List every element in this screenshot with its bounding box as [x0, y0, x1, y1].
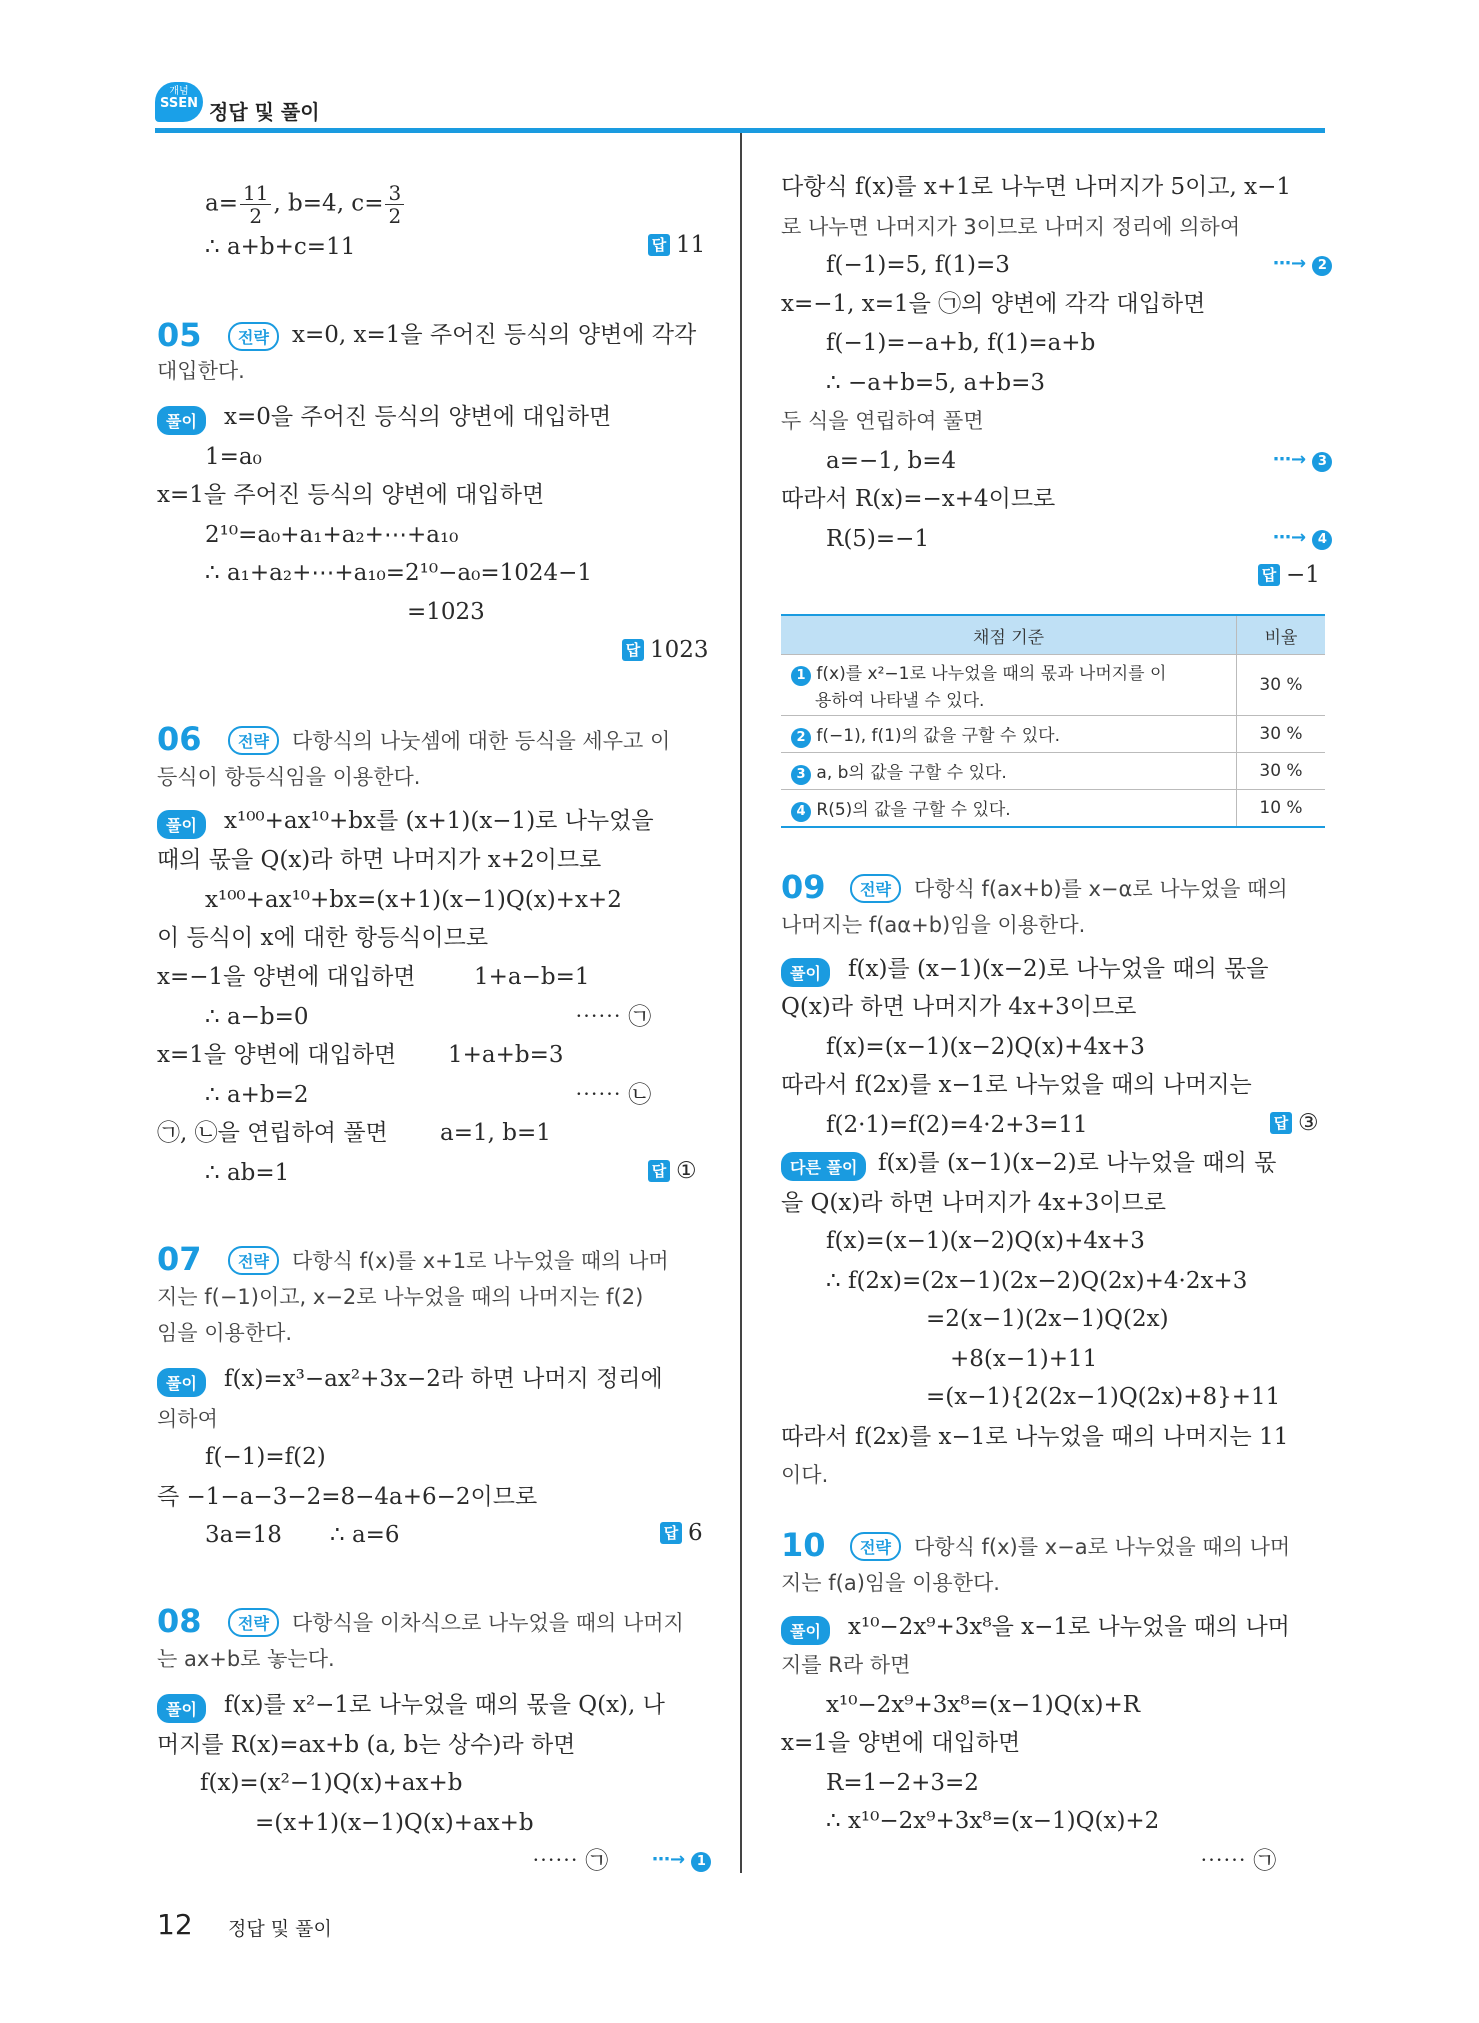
p08c-line-1: 다항식 f(x)를 x+1로 나누면 나머지가 5이고, x−1: [781, 174, 1292, 200]
p10-line-2: 지를 R라 하면: [781, 1653, 911, 1677]
p08c-line-4: x=−1, x=1을 ㉠의 양변에 각각 대입하면: [781, 291, 1206, 317]
p09-alt-line-4: ∴ f(2x)=(2x−1)(2x−2)Q(2x)+4·2x+3: [826, 1268, 1248, 1294]
p05-strategy-1: x=0, x=1을 주어진 등식의 양변에 각각: [292, 322, 697, 348]
p08c-line-2: 로 나누면 나머지가 3이므로 나머지 정리에 의하여: [781, 215, 1241, 239]
answer-09: [1270, 1110, 1319, 1136]
rubric-text: R(5)의 값을 구할 수 있다.: [816, 799, 1011, 820]
rubric-criteria: [781, 790, 1237, 828]
rubric-row: [781, 753, 1325, 790]
step-number: 2: [1312, 256, 1332, 276]
rubric-step-number: 4: [791, 802, 811, 822]
p09-alt-line-9: 이다.: [781, 1463, 829, 1487]
rubric-ratio: 30 %: [1237, 753, 1326, 790]
answer-05: [622, 637, 709, 663]
frac-num: 3: [385, 182, 404, 205]
alt-solution-badge: 다른 풀이: [781, 1152, 866, 1181]
p08-strategy-1: 다항식을 이차식으로 나누었을 때의 나머지: [292, 1611, 684, 1635]
p08-line-1: f(x)를 x²−1로 나누었을 때의 몫을 Q(x), 나: [224, 1692, 665, 1718]
p09-alt-line-7: =(x−1){2(2x−1)Q(2x)+8}+11: [926, 1384, 1281, 1410]
p09-alt-line-2: 을 Q(x)라 하면 나머지가 4x+3이므로: [781, 1190, 1166, 1216]
p05-line-2: 1=a₀: [205, 444, 262, 470]
column-divider: [740, 133, 742, 1873]
p06-line-14: a=1, b=1: [440, 1120, 551, 1146]
p06-line-9: x=1을 양변에 대입하면: [157, 1042, 397, 1068]
p08c-line-8: a=−1, b=4: [826, 448, 957, 474]
answer-tag: 답: [1270, 1112, 1292, 1134]
problem-number-07: 07: [157, 1240, 202, 1278]
p05-line-4: 2¹⁰=a₀+a₁+a₂+⋯+a₁₀: [205, 522, 459, 548]
rubric-text-cont: 용하여 나타낼 수 있다.: [815, 691, 985, 711]
scoring-rubric-table: [781, 614, 1325, 828]
p07-line-2: 의하여: [157, 1407, 218, 1431]
solution-badge: 풀이: [157, 406, 206, 435]
p10-line-6: ∴ x¹⁰−2x⁹+3x⁸=(x−1)Q(x)+2: [826, 1808, 1160, 1834]
p06-line-6: 1+a−b=1: [474, 964, 590, 990]
p09-line-5: f(2·1)=f(2)=4·2+3=11: [826, 1112, 1088, 1138]
p08c-line-6: ∴ −a+b=5, a+b=3: [826, 370, 1046, 396]
p06-line-2: 때의 몫을 Q(x)라 하면 나머지가 x+2이므로: [157, 847, 602, 873]
brand-logo: [155, 82, 203, 122]
p07-strategy-3: 임을 이용한다.: [157, 1321, 293, 1345]
p09-alt-line-8: 따라서 f(2x)를 x−1로 나누었을 때의 나머지는 11: [781, 1424, 1289, 1450]
p08-marker: ⋯⋯ ㉠: [532, 1848, 609, 1874]
footer-title: 정답 및 풀이: [228, 1918, 332, 1940]
p09-alt-line-6: +8(x−1)+11: [950, 1346, 1098, 1372]
step-marker-2: ⋯→ 2: [1273, 253, 1332, 276]
rubric-text: f(−1), f(1)의 값을 구할 수 있다.: [816, 725, 1060, 746]
p07-strategy-2: 지는 f(−1)이고, x−2로 나누었을 때의 나머지는 f(2): [157, 1285, 644, 1309]
p05-line-6: =1023: [407, 599, 485, 625]
p09-line-2: Q(x)라 하면 나머지가 4x+3이므로: [781, 994, 1137, 1020]
fraction-c: [385, 182, 404, 227]
answer-tag: 답: [660, 1522, 682, 1544]
p08-strategy-2: 는 ax+b로 놓는다.: [157, 1647, 335, 1671]
rubric-row: [781, 716, 1325, 753]
answer-07: [660, 1520, 703, 1546]
p06-line-10: 1+a+b=3: [448, 1042, 564, 1068]
p06-line-13: ㉠, ㉡을 연립하여 풀면: [157, 1120, 388, 1146]
strategy-badge: 전략: [850, 874, 901, 903]
p06-line-4: 이 등식이 x에 대한 항등식이므로: [157, 925, 489, 951]
answer-value: 11: [676, 232, 706, 258]
rubric-header-row: [781, 615, 1325, 655]
p08c-line-3: f(−1)=5, f(1)=3: [826, 252, 1010, 278]
rubric-row: [781, 655, 1325, 716]
rubric-ratio: 30 %: [1237, 655, 1326, 716]
logo-main-text: SSEN: [160, 96, 198, 111]
p10-strategy-1: 다항식 f(x)를 x−a로 나누었을 때의 나머: [914, 1535, 1291, 1559]
p05-line-5: ∴ a₁+a₂+⋯+a₁₀=2¹⁰−a₀=1024−1: [205, 560, 593, 586]
rubric-step-number: 3: [791, 765, 811, 785]
p08c-line-10: R(5)=−1: [826, 526, 930, 552]
solution-badge: 풀이: [157, 1368, 206, 1397]
strategy-badge: 전략: [228, 726, 279, 755]
p09-alt-line-1: f(x)를 (x−1)(x−2)로 나누었을 때의 몫: [878, 1150, 1277, 1176]
answer-value: 6: [688, 1520, 703, 1546]
p07-line-5: 3a=18: [205, 1522, 282, 1548]
solution-badge: 풀이: [157, 1694, 206, 1723]
p09-alt-line-3: f(x)=(x−1)(x−2)Q(x)+4x+3: [826, 1228, 1145, 1254]
rubric-criteria: [781, 655, 1237, 716]
page-number: 12: [157, 1908, 193, 1941]
solution-badge: 풀이: [781, 958, 830, 987]
answer-value: ③: [1298, 1110, 1319, 1136]
p08-line-4: =(x+1)(x−1)Q(x)+ax+b: [255, 1810, 534, 1836]
problem-number-06: 06: [157, 720, 202, 758]
rubric-criteria: [781, 716, 1237, 753]
p08-line-3: f(x)=(x²−1)Q(x)+ax+b: [200, 1770, 463, 1796]
p10-marker: ⋯⋯ ㉠: [1200, 1848, 1277, 1874]
answer-tag: 답: [648, 234, 670, 256]
p05-strategy-2: 대입한다.: [157, 359, 245, 383]
p05-line-1: x=0을 주어진 등식의 양변에 대입하면: [224, 404, 612, 430]
p10-line-1: x¹⁰−2x⁹+3x⁸을 x−1로 나누었을 때의 나머: [848, 1614, 1290, 1640]
rubric-header-ratio: 비율: [1237, 615, 1326, 655]
carry-mid: , b=4, c=: [273, 190, 384, 217]
carry-line-1: [205, 182, 406, 227]
p09-line-4: 따라서 f(2x)를 x−1로 나누었을 때의 나머지는: [781, 1072, 1252, 1098]
step-marker-4: ⋯→ 4: [1273, 527, 1332, 550]
rubric-text: a, b의 값을 구할 수 있다.: [816, 762, 1007, 783]
p07-line-4: 즉 −1−a−3−2=8−4a+6−2이므로: [157, 1484, 538, 1510]
p10-line-3: x¹⁰−2x⁹+3x⁸=(x−1)Q(x)+R: [826, 1692, 1141, 1718]
frac-den: 2: [388, 204, 402, 228]
header-title: 정답 및 풀이: [209, 100, 320, 124]
p06-line-15: ∴ ab=1: [205, 1160, 290, 1186]
rubric-step-number: 2: [791, 728, 811, 748]
step-marker-3: ⋯→ 3: [1273, 449, 1332, 472]
rubric-ratio: 10 %: [1237, 790, 1326, 828]
problem-number-08: 08: [157, 1602, 202, 1640]
p06-line-1: x¹⁰⁰+ax¹⁰+bx를 (x+1)(x−1)로 나누었을: [224, 808, 654, 834]
p09-strategy-1: 다항식 f(ax+b)를 x−α로 나누었을 때의: [914, 877, 1288, 901]
rubric-ratio: 30 %: [1237, 716, 1326, 753]
p06-line-7: ∴ a−b=0: [205, 1004, 309, 1030]
solution-badge: 풀이: [157, 810, 206, 839]
step-marker-1: ⋯→ 1: [652, 1849, 711, 1872]
p06-line-11: ∴ a+b=2: [205, 1082, 309, 1108]
strategy-badge: 전략: [228, 1608, 279, 1637]
problem-number-10: 10: [781, 1526, 826, 1564]
answer-06: [648, 1158, 697, 1184]
answer-value: ①: [676, 1158, 697, 1184]
p09-alt-line-5: =2(x−1)(2x−1)Q(2x): [926, 1306, 1169, 1332]
problem-number-09: 09: [781, 868, 826, 906]
rubric-row: [781, 790, 1325, 828]
p06-line-5: x=−1을 양변에 대입하면: [157, 964, 416, 990]
rubric-criteria: [781, 753, 1237, 790]
logo-top-text: 개념: [169, 86, 189, 97]
rubric-header-criteria: 채점 기준: [781, 615, 1237, 655]
rubric-step-number: 1: [791, 666, 811, 686]
step-number: 4: [1312, 530, 1332, 550]
p07-line-6: ∴ a=6: [330, 1522, 400, 1548]
p08c-line-5: f(−1)=−a+b, f(1)=a+b: [826, 330, 1096, 356]
strategy-badge: 전략: [850, 1532, 901, 1561]
p06-strategy-2: 등식이 항등식임을 이용한다.: [157, 765, 421, 789]
answer-value: −1: [1286, 562, 1320, 588]
p07-line-3: f(−1)=f(2): [205, 1444, 326, 1470]
frac-den: 2: [249, 204, 263, 228]
p08-line-2: 머지를 R(x)=ax+b (a, b는 상수)라 하면: [157, 1732, 576, 1758]
answer-08: [1258, 562, 1320, 588]
answer-value: 1023: [650, 637, 709, 663]
answer-tag: 답: [1258, 564, 1280, 586]
answer-carry: [648, 232, 705, 258]
solution-badge: 풀이: [781, 1616, 830, 1645]
p10-strategy-2: 지는 f(a)임을 이용한다.: [781, 1571, 1000, 1595]
p06-line-3: x¹⁰⁰+ax¹⁰+bx=(x+1)(x−1)Q(x)+x+2: [205, 887, 622, 913]
step-number: 1: [691, 1852, 711, 1872]
p05-line-3: x=1을 주어진 등식의 양변에 대입하면: [157, 482, 545, 508]
p10-line-5: R=1−2+3=2: [826, 1770, 979, 1796]
strategy-badge: 전략: [228, 1246, 279, 1275]
step-number: 3: [1312, 452, 1332, 472]
problem-number-05: 05: [157, 316, 202, 354]
p08c-line-9: 따라서 R(x)=−x+4이므로: [781, 486, 1056, 512]
p07-line-1: f(x)=x³−ax²+3x−2라 하면 나머지 정리에: [224, 1366, 663, 1392]
carry-line-2: ∴ a+b+c=11: [205, 234, 356, 260]
p09-strategy-2: 나머지는 f(aα+b)임을 이용한다.: [781, 913, 1086, 937]
rubric-text: f(x)를 x²−1로 나누었을 때의 몫과 나머지를 이: [816, 664, 1167, 684]
p06-marker-2: ⋯⋯ ㉡: [575, 1082, 652, 1108]
p10-line-4: x=1을 양변에 대입하면: [781, 1730, 1021, 1756]
fraction-a: [240, 182, 271, 227]
p07-strategy-1: 다항식 f(x)를 x+1로 나누었을 때의 나머: [292, 1249, 669, 1273]
p09-line-3: f(x)=(x−1)(x−2)Q(x)+4x+3: [826, 1034, 1145, 1060]
p06-marker-1: ⋯⋯ ㉠: [575, 1004, 652, 1030]
p09-line-1: f(x)를 (x−1)(x−2)로 나누었을 때의 몫을: [848, 956, 1269, 982]
carry-a: a=: [205, 190, 238, 217]
p06-strategy-1: 다항식의 나눗셈에 대한 등식을 세우고 이: [292, 729, 671, 753]
strategy-badge: 전략: [228, 322, 279, 351]
answer-tag: 답: [648, 1160, 670, 1182]
answer-tag: 답: [622, 639, 644, 661]
p08c-line-7: 두 식을 연립하여 풀면: [781, 409, 984, 433]
frac-num: 11: [240, 182, 271, 205]
